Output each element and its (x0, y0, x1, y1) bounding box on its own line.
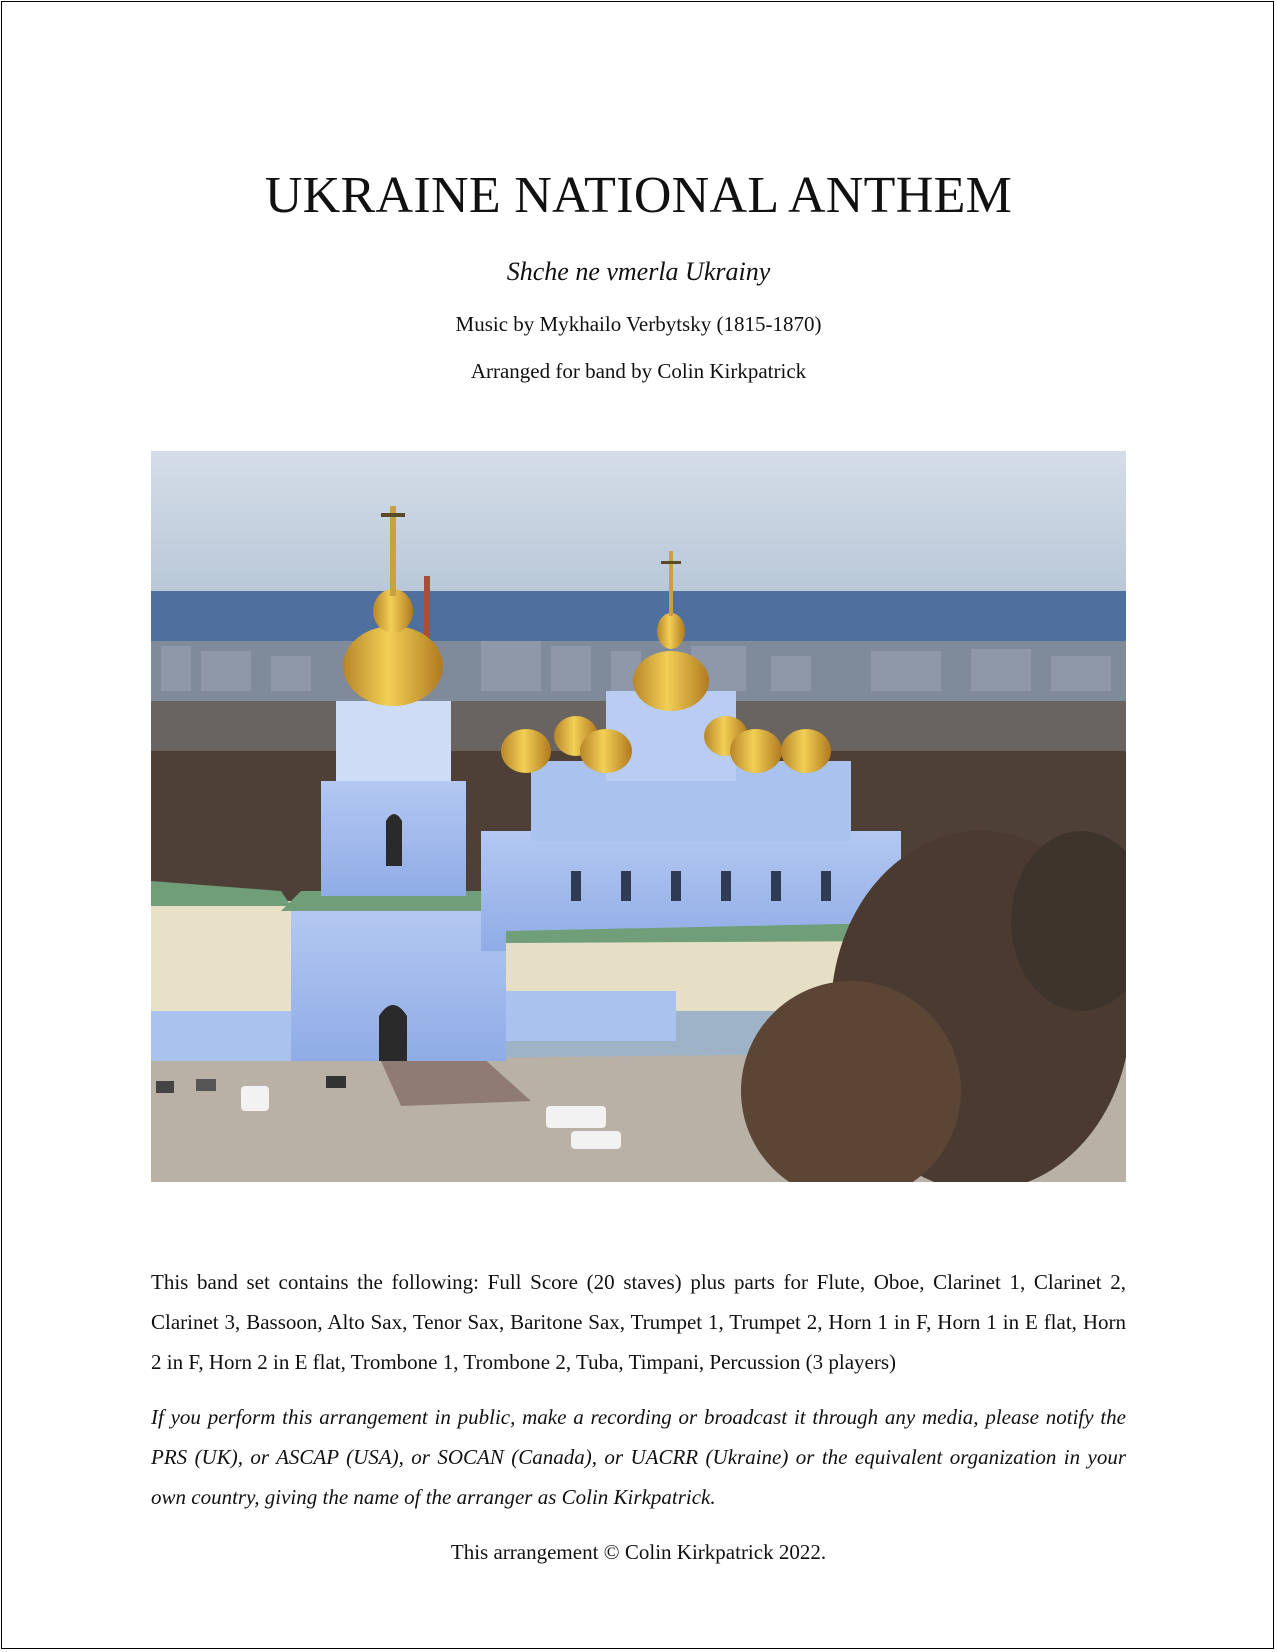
page-subtitle: Shche ne vmerla Ukrainy (506, 257, 771, 286)
cathedral-photo (151, 451, 1126, 1182)
set-contents-text: This band set contains the following: Full Score (20 staves) plus parts for Flute, Oboe, Clarinet 1, Clarinet 2, Clarinet 3, Bassoon, Alto Sax, Tenor Sax, Baritone Sax, Trumpet 1, Trumpet 2, Horn 1 in F, Horn 1 in E flat, Horn 2 in F, Horn 2 in E flat, Trombone 1, Trombone 2, Tuba, Timpani, Percussion (3 players) (151, 1270, 1126, 1374)
page-title: UKRAINE NATIONAL ANTHEM (264, 167, 1013, 224)
performance-notice: If you perform this arrangement in public, make a recording or broadcast it through any media, please notify the PRS (UK), or ASCAP (USA), or SOCAN (Canada), or UACRR (Ukraine) or the equivalent organization in your own country, giving the name of the arranger as Colin Kirkpatrick. (151, 1405, 1126, 1509)
sky (151, 451, 1126, 591)
copyright-notice: This arrangement © Colin Kirkpatrick 2022. (450, 1540, 827, 1564)
music-credit: Music by Mykhailo Verbytsky (1815-1870) (455, 312, 822, 336)
horizon (151, 591, 1126, 641)
arranger-credit: Arranged for band by Colin Kirkpatrick (470, 359, 807, 383)
